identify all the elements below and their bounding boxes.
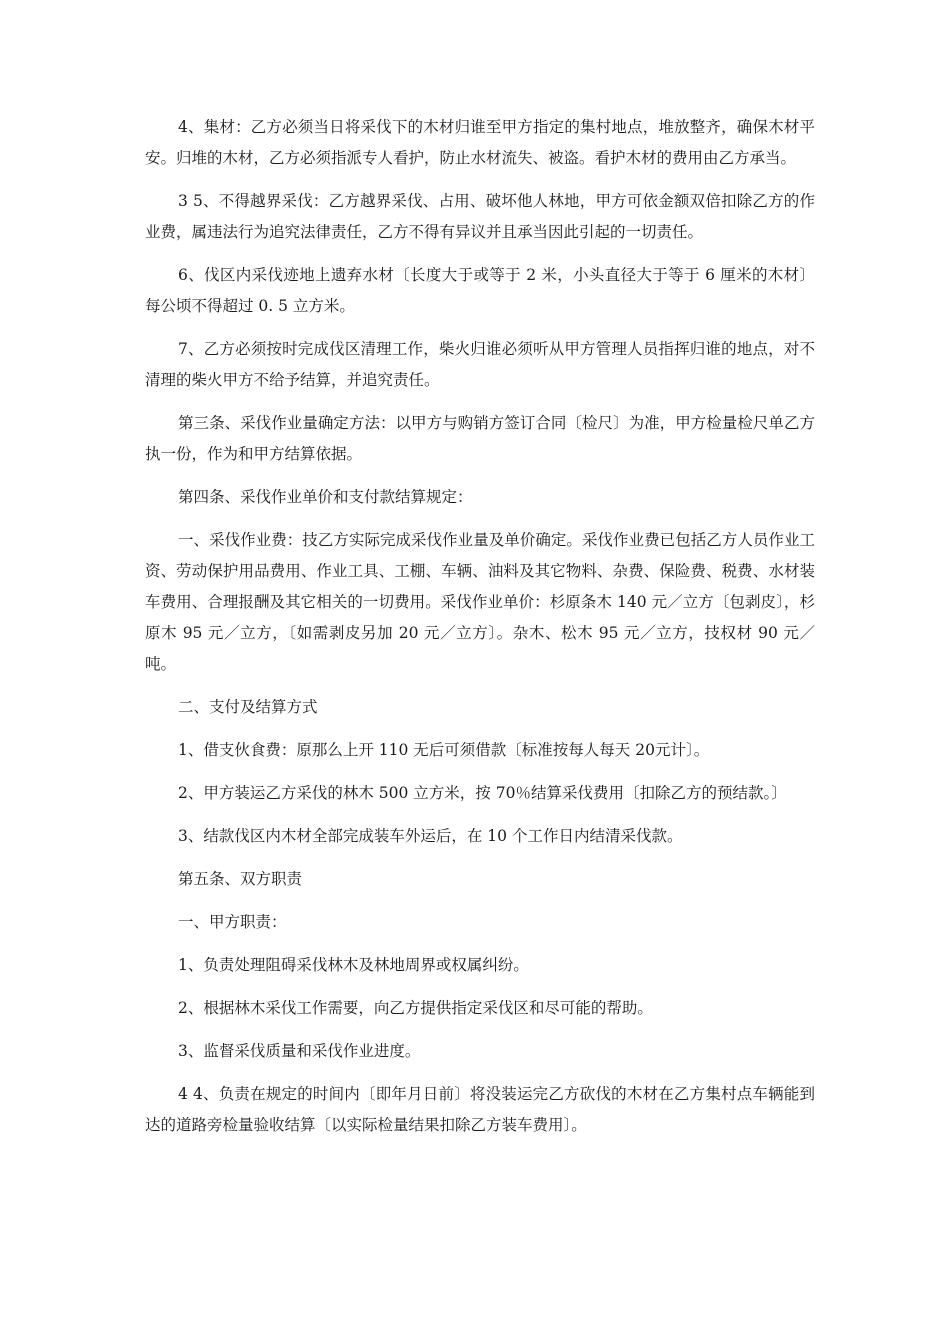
payment-settlement-heading: 二、支付及结算方式 — [178, 698, 318, 716]
article-3-volume-method: 第三条、采伐作业量确定方法：以甲方与购销方签订合同〔检尺〕为准，甲方检量检尺单乙方执一份，作为和甲方结算依据。 — [145, 414, 815, 463]
party-a-duty-1: 1、负责处理阻碍采伐林木及林地周界或权属纠纷。 — [178, 956, 529, 974]
logging-fee-paragraph: 一、采伐作业费：技乙方实际完成采伐作业量及单价确定。采伐作业费已包括乙方人员作业工资、劳动保护用品费用、作业工具、工棚、车辆、油料及其它物料、杂费、保险费、税费、水材装车费用、合理报酬及其它相关的一切费用。采伐作业单价：杉原条木 140 元／立方〔包剥皮〕，杉原木 95 元／立方，〔如需剥皮另加 20 元／立方〕。杂木、松木 95 元／立方，技权材 90 元／吨。 — [145, 531, 815, 673]
payment-item-2: 2、甲方装运乙方采伐的林木 500 立方米，按 70％结算采伐费用〔扣除乙方的预结款。〕 — [178, 784, 787, 802]
party-a-duties-heading: 一、甲方职责： — [178, 913, 287, 931]
party-a-duty-4: 4 4、负责在规定的时间内〔即年月日前〕将没装运完乙方砍伐的木材在乙方集村点车辆能到达的道路旁检量验收结算〔以实际检量结果扣除乙方装车费用〕。 — [145, 1085, 815, 1134]
payment-item-3: 3、结款伐区内木材全部完成装车外运后，在 10 个工作日内结清采伐款。 — [178, 827, 683, 845]
article-4-heading: 第四条、采伐作业单价和支付款结算规定： — [178, 488, 473, 506]
clause-4-timber-collection: 4、集材：乙方必须当日将采伐下的木材归谁至甲方指定的集村地点，堆放整齐，确保木材平安。归堆的木材，乙方必须指派专人看护，防止水材流失、被盗。看护木材的费用由乙方承当。 — [145, 118, 815, 167]
clause-6-abandoned-timber: 6、伐区内采伐迹地上遗弃水材〔长度大于或等于 2 米，小头直径大于等于 6 厘米的木材〕每公顷不得超过 0. 5 立方米。 — [145, 266, 815, 315]
party-a-duty-3: 3、监督采伐质量和采伐作业进度。 — [178, 1042, 421, 1060]
clause-7-site-cleanup: 7、乙方必须按时完成伐区清理工作，柴火归谁必须听从甲方管理人员指挥归谁的地点，对不清理的柴火甲方不给予结算，并追究责任。 — [145, 340, 815, 389]
payment-item-1: 1、借支伙食费：原那么上开 110 无后可须借款〔标准按每人每天 20元计〕。 — [178, 741, 710, 759]
clause-5-no-boundary-crossing: 3 5、不得越界采伐：乙方越界采伐、占用、破坏他人林地，甲方可依金额双倍扣除乙方的作业费，属违法行为追究法律责任，乙方不得有异议并且承当因此引起的一切责任。 — [145, 192, 815, 241]
article-5-heading: 第五条、双方职责 — [178, 870, 303, 888]
document-page — [145, 112, 815, 1153]
party-a-duty-2: 2、根据林木采伐工作需要，向乙方提供指定采伐区和尽可能的帮助。 — [178, 999, 653, 1017]
